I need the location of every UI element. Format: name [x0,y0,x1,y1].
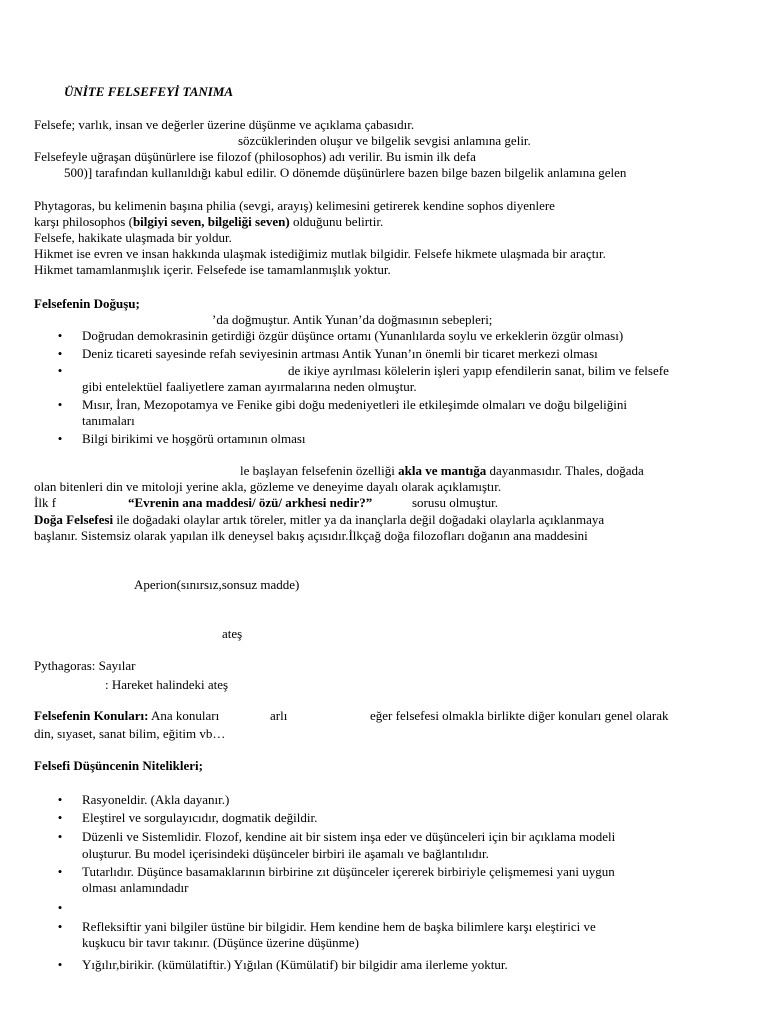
text-run: Ana konuları [148,708,220,723]
section-heading-dogusu: Felsefenin Doğuşu; [34,296,140,311]
pythagoras-line: Pythagoras: Sayılar [34,658,136,673]
bullet-marker: • [57,363,63,378]
list-item: Bilgi birikimi ve hoşgörü ortamının olması [82,431,306,446]
konulari-fragment: arlı [270,708,288,723]
bold-run: Doğa Felsefesi [34,512,114,527]
text-run: karşı philosophos ( [34,214,133,229]
bullet-marker: • [57,864,63,879]
ozellik-line-3 [34,495,373,511]
list-item: Yığılır,birikir. (kümülatiftir.) Yığılan (Kümülatif) bir bilgidir ama ilerleme yoktur. [82,957,508,972]
list-item: Deniz ticareti sayesinde refah seviyesinin artması Antik Yunan’ın önemli bir ticaret merkezi olması [82,346,598,361]
section-heading-nitelikler: Felsefi Düşüncenin Nitelikleri; [34,758,203,773]
phytagoras-line-1: Phytagoras, bu kelimenin başına philia (sevgi, arayış) kelimesini getirerek kendine sophos diyenlere [34,198,555,213]
list-item: Mısır, İran, Mezopotamya ve Fenike gibi doğu medeniyetleri ile etkileşimde olmaları ve doğu bilgeliğini [82,397,627,412]
bullet-marker: • [57,328,63,343]
ozellik-line-5: başlanır. Sistemsiz olarak yapılan ilk deneysel bakış açısıdır.İlkçağ doğa filozofları doğanın ana maddesini [34,528,588,543]
intro-line-2: sözcüklerinden oluşur ve bilgelik sevgisi anlamına gelir. [238,133,531,148]
list-item-cont: tanımaları [82,413,135,428]
intro-line-3: Felsefeyle uğraşan düşünürlere ise filozof (philosophos) adı verilir. Bu ismin ilk defa [34,149,476,164]
bullet-marker: • [57,431,63,446]
ozellik-line-3-tail: sorusu olmuştur. [412,495,498,510]
hareket-line: : Hareket halindeki ateş [105,677,229,692]
list-item-cont: olması anlamındadır [82,880,189,895]
text-run: le başlayan felsefenin özelliği [240,463,399,478]
bold-run: “Evrenin ana maddesi/ özü/ arkhesi nedir?” [128,495,373,510]
bullet-marker: • [57,919,63,934]
phytagoras-line-2 [34,214,383,230]
konulari-line-1 [34,708,219,724]
list-item: de ikiye ayrılması kölelerin işleri yapıp efendilerin sanat, bilim ve felsefe [288,363,669,378]
bullet-marker: • [57,397,63,412]
list-item-cont: kuşkucu bir tavır takınır. (Düşünce üzerine düşünme) [82,935,359,950]
intro-line-1: Felsefe; varlık, insan ve değerler üzerine düşünme ve açıklama çabasıdır. [34,117,415,132]
list-item: Doğrudan demokrasinin getirdiği özgür düşünce ortamı (Yunanlılarda soylu ve erkeklerin özgür olması) [82,328,624,343]
list-item: Rasyoneldir. (Akla dayanır.) [82,792,230,807]
text-run: İlk f [34,495,57,510]
ozellik-line-2: olan bitenleri din ve mitoloji yerine akla, gözleme ve deneyime dayalı olarak açıklamıştır. [34,479,502,494]
bullet-marker: • [57,900,63,915]
text-run: dayanmasıdır. Thales, doğada [486,463,644,478]
bullet-marker: • [57,829,63,844]
konulari-line-1-tail: eğer felsefesi olmakla birlikte diğer konuları genel olarak [370,708,669,723]
konulari-line-2: din, sıyaset, sanat bilim, eğitim vb… [34,726,226,741]
aperion-line: Aperion(sınırsız,sonsuz madde) [134,577,300,592]
bullet-marker: • [57,957,63,972]
bullet-marker: • [57,346,63,361]
ozellik-line-1 [240,463,644,479]
bold-run: bilgiyi seven, bilgeliği seven) [132,214,290,229]
phytagoras-line-3: Felsefe, hakikate ulaşmada bir yoldur. [34,230,232,245]
dogusu-subtitle: ’da doğmuştur. Antik Yunan’da doğmasının sebepleri; [212,312,493,327]
intro-line-4: 500)] tarafından kullanıldığı kabul edilir. O dönemde düşünürlere bazen bilge bazen bilgelik anlamına gelen [64,165,627,180]
list-item: Düzenli ve Sistemlidir. Flozof, kendine ait bir sistem inşa eder ve düşünceleri için bir açıklama modeli [82,829,616,844]
bold-run: akla ve mantığa [398,463,487,478]
phytagoras-line-4: Hikmet ise evren ve insan hakkında ulaşmak istediğimiz mutlak bilgidir. Felsefe hikmete ulaşmada bir araçtır. [34,246,606,261]
bullet-marker: • [57,792,63,807]
list-item: Tutarlıdır. Düşünce basamaklarının birbirine zıt düşünceler içererek birbiriyle çelişmemesi yani uygun [82,864,615,879]
list-item: Eleştirel ve sorgulayıcıdır, dogmatik değildir. [82,810,318,825]
list-item-cont: gibi entelektüel faaliyetlere zaman ayırmalarına neden olmuştur. [82,379,417,394]
text-run: ile doğadaki olaylar artık töreler, mitler ya da inançlarla değil doğadaki olaylarla açıklanmaya [113,512,605,527]
text-run: olduğunu belirtir. [289,214,384,229]
page-title: ÜNİTE FELSEFEYİ TANIMA [64,84,234,99]
bullet-marker: • [57,810,63,825]
list-item: Refleksiftir yani bilgiler üstüne bir bilgidir. Hem kendine hem de başka bilimlere karşı eleştirici ve [82,919,596,934]
ates-line: ateş [222,626,243,641]
section-heading-konulari: Felsefenin Konuları: [34,708,149,723]
phytagoras-line-5: Hikmet tamamlanmışlık içerir. Felsefede ise tamamlanmışlık yoktur. [34,262,391,277]
ozellik-line-4 [34,512,604,528]
list-item-cont: oluşturur. Bu model içerisindeki düşünceler birbiri ile aşamalı ve bağlantılıdır. [82,846,489,861]
